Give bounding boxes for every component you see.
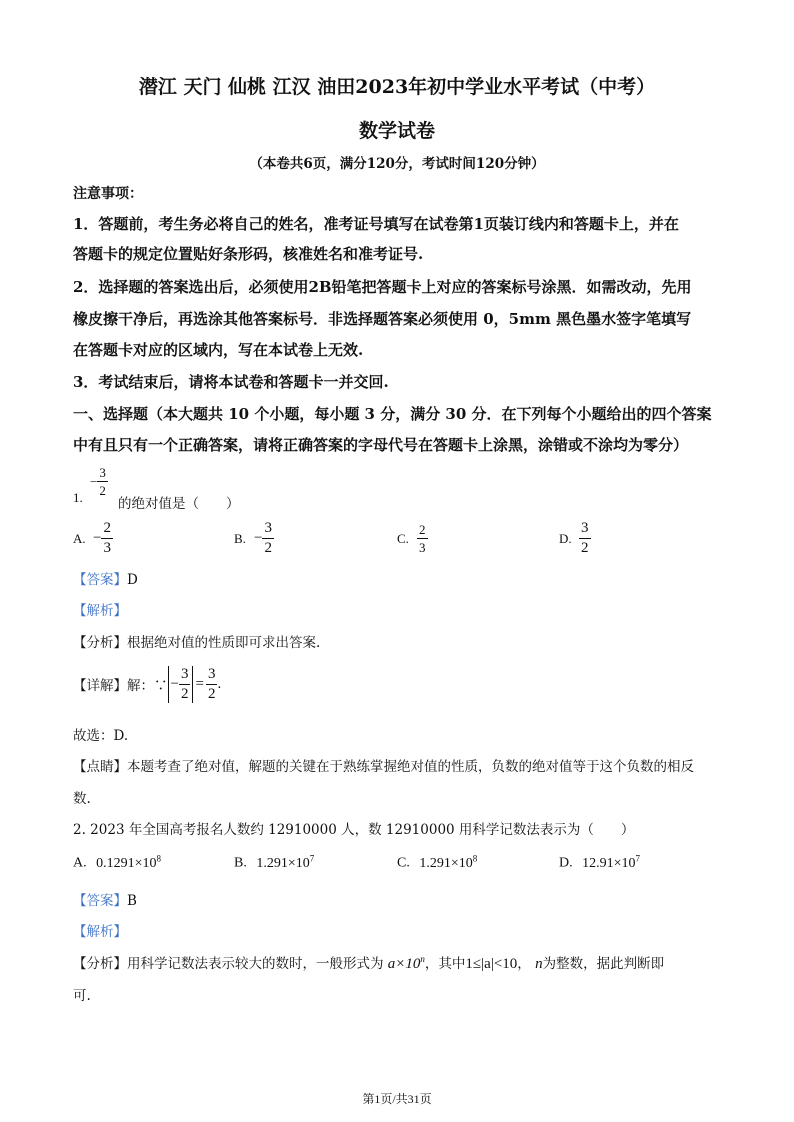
note-3: 3．考试结束后，请将本试卷和答题卡一并交回. [73,373,389,391]
option-b-sign: − [254,530,263,546]
q1-fenxi-line [73,631,320,651]
q2-option-a-value [96,853,162,871]
q2-fenxi-formula-base: a×10 [387,956,421,972]
q2-option-a-base: 0.1291×10 [96,855,157,871]
q1-comment-1: 本题考查了绝对值，解题的关键在于熟练掌握绝对值的性质，负数的绝对值等于这个负数的相反 [127,759,694,775]
question-1-frac-den: 2 [99,483,106,498]
q2-fenxi-line-2: 可. [73,988,91,1004]
question-1-value [90,465,108,498]
option-d-num: 3 [579,520,591,539]
q2-option-d-value [582,853,641,871]
q2-fenxi-formula [388,956,425,972]
q2-option-b-base: 1.291×10 [256,855,310,871]
q1-detail-num-2: 3 [206,666,218,685]
q1-comment-line-1 [73,755,694,775]
q2-fenxi-range: 1≤|a|<10 [465,956,518,972]
q2-option-c [397,853,477,872]
q2-fenxi-part-4: 为整数，据此判断即 [542,956,665,972]
q2-analysis-tag: 【解析】 [73,924,127,940]
q2-option-a [73,853,161,872]
q2-option-b-value [256,853,315,871]
question-2-stem: 2. 2023 年全国高考报名人数约 12910000 人，数 12910000 用科学记数法表示为（ ） [73,822,635,838]
exam-subtitle: 数学试卷 [358,120,435,142]
q1-detail-den-1: 2 [180,685,189,702]
q2-fenxi-line [73,952,664,973]
q2-option-a-exp: 8 [156,853,162,863]
q2-answer-line [73,889,137,909]
q2-option-d-label: D. [559,855,573,871]
q2-option-c-base: 1.291×10 [419,855,473,871]
q1-detail-frac-1 [179,666,191,703]
q2-answer: B [127,893,137,909]
option-a-fraction [101,520,113,557]
page-number: 第1页/共31页 [362,1092,432,1106]
q1-detail-line [73,662,221,706]
option-b-fraction [262,520,274,557]
note-1-line-1: 1．答题前，考生务必将自己的姓名，准考证号填写在试卷第1页装订线内和答题卡上，并在 [73,215,679,233]
option-a-label: A. [73,531,86,546]
q1-detail-den-2: 2 [207,685,216,702]
q2-option-d-exp: 7 [635,853,641,863]
q2-option-c-exp: 8 [472,853,478,863]
note-2-line-3: 在答题卡对应的区域内，写在本试卷上无效. [73,341,364,359]
note-2-line-1: 2．选择题的答案选出后，必须使用2B铅笔把答题卡上对应的答案标号涂黑．如需改动，先用 [73,278,692,296]
question-1-stem: 的绝对值是（ ） [118,496,240,512]
q2-fenxi-part-3: ， [517,956,531,972]
option-b-den: 2 [264,540,272,556]
q1-detail-prefix: 解：∵ [127,678,168,694]
option-c-label: C. [397,531,409,546]
q2-fenxi-part-2: ，其中 [424,956,466,972]
q2-fenxi-formula-exp: n [420,954,425,964]
option-a-sign: − [93,530,102,546]
exam-title: 潜江 天门 仙桃 江汉 油田2023年初中学业水平考试（中考） [138,76,656,98]
option-c-num: 2 [419,522,426,537]
q2-answer-tag: 【答案】 [73,893,127,909]
q2-option-b [234,853,314,872]
q1-detail-eq: = [195,675,204,692]
option-a-den: 3 [103,540,111,556]
question-1-neg-sign: − [90,473,98,489]
option-a-num: 2 [101,520,113,539]
q1-answer-line [73,568,138,588]
option-d-label: D. [559,531,572,546]
q2-option-c-label: C. [397,855,410,871]
q1-answer-tag: 【答案】 [73,572,127,588]
q2-option-c-value [419,853,478,871]
note-1-line-2: 答题卡的规定位置贴好条形码，核准姓名和准考证号. [73,245,424,263]
q2-option-d-base: 12.91×10 [582,855,636,871]
q1-choice: 故选：D. [73,728,129,744]
q2-option-b-exp: 7 [309,853,315,863]
q1-analysis-tag: 【解析】 [73,603,127,619]
option-d-fraction [579,520,591,557]
q2-fenxi-tag: 【分析】 [73,956,127,972]
q1-detail-tag: 【详解】 [73,678,127,694]
q2-option-a-label: A. [73,855,87,871]
q2-option-b-label: B. [234,855,247,871]
section-1-line-1: 一、选择题（本大题共 10 个小题，每小题 3 分，满分 30 分．在下列每个小题给出的四个答案 [73,405,712,423]
q2-fenxi-part-1: 用科学记数法表示较大的数时，一般形式为 [127,956,384,972]
note-2-line-2: 橡皮擦干净后，再选涂其他答案标号．非选择题答案必须使用 0，5mm 黑色墨水签字笔填写 [73,310,692,328]
q1-answer: D [127,572,138,588]
q2-option-d [559,853,640,872]
q1-detail-num-1: 3 [179,666,191,685]
q1-detail-end: . [217,675,222,692]
exam-info: （本卷共6页，满分120分，考试时间120分钟） [249,156,545,172]
q1-fenxi: 根据绝对值的性质即可求出答案. [127,635,321,651]
q1-detail-frac-2 [206,666,218,703]
notes-heading: 注意事项： [73,186,143,202]
option-d-den: 2 [581,540,589,556]
question-1-fraction [97,465,108,498]
question-1-number: 1. [73,490,83,505]
option-b-label: B. [234,531,246,546]
option-c-fraction [417,522,428,555]
q1-fenxi-tag: 【分析】 [73,635,127,651]
option-b-num: 3 [262,520,274,539]
question-1-frac-num: 3 [99,465,106,480]
option-c-den: 3 [419,540,426,555]
section-1-line-2: 中有且只有一个正确答案，请将正确答案的字母代号在答题卡上涂黑，涂错或不涂均为零分） [73,436,689,454]
q1-comment-line-2: 数. [73,791,91,807]
q1-comment-tag: 【点睛】 [73,759,127,775]
q1-detail-neg: − [170,675,179,692]
q1-abs-value [168,666,194,703]
q2-fenxi-n: n [535,956,543,972]
